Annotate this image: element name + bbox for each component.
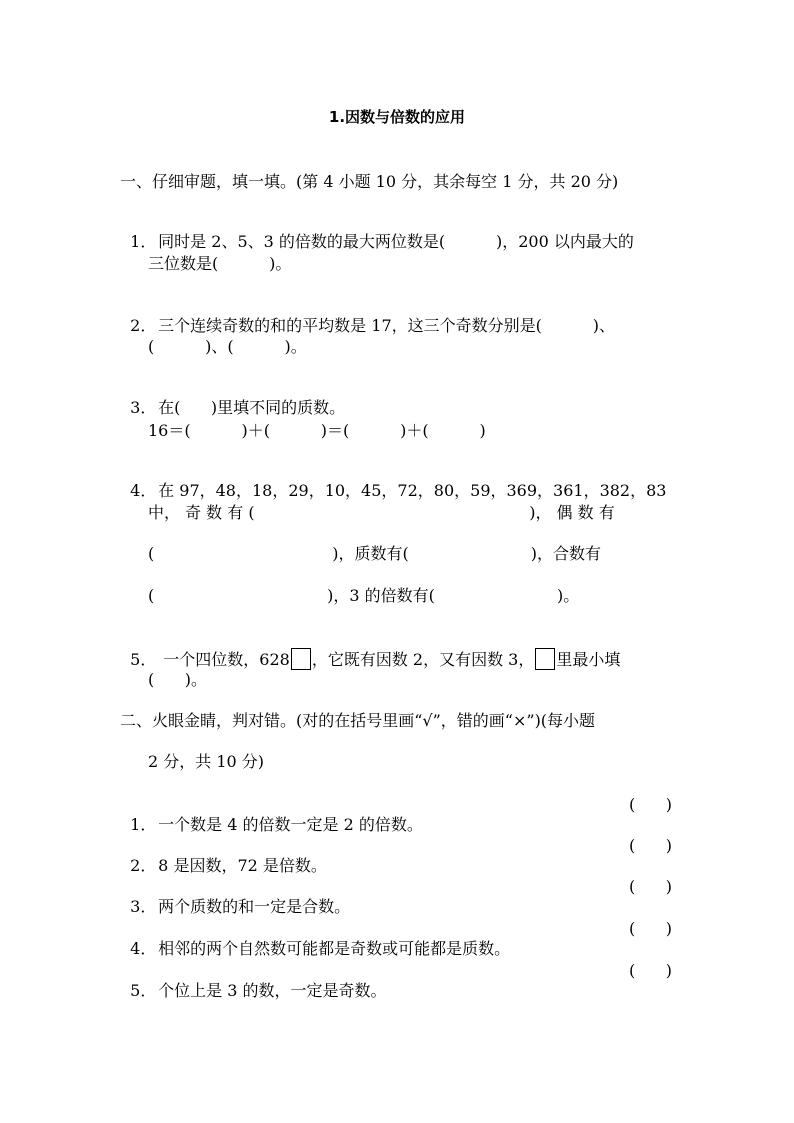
question-number: 3． [130, 897, 157, 916]
judge-item-4 [120, 919, 510, 959]
digit-box [535, 648, 555, 670]
answer-blank: ( ) [629, 877, 672, 896]
question-2-line1 [120, 296, 615, 336]
judge-item-3 [120, 877, 350, 917]
question-text: 相邻的两个自然数可能都是奇数或可能都是质数。 [158, 939, 511, 958]
section2-heading-line2: 2 分，共 10 分) [148, 752, 265, 771]
question-4-line1 [120, 461, 666, 501]
answer-blank: ( ) [629, 836, 672, 855]
question-text-part3: 里最小填 [556, 650, 621, 669]
question-3-line1 [120, 378, 345, 418]
answer-blank: ( ) [629, 961, 672, 980]
question-number: 5． [130, 650, 157, 669]
page-title: 1.因数与倍数的应用 [328, 108, 466, 126]
question-number: 2． [130, 316, 157, 335]
question-2-line2: ( )、( )。 [148, 337, 307, 356]
section2-heading-line1: 二、火眼金睛，判对错。(对的在括号里画“√”，错的画“×”)(每小题 [120, 711, 596, 730]
question-1-line1 [120, 212, 634, 252]
question-5-line1 [120, 628, 620, 670]
question-text-part2: ，它既有因数 2，又有因数 3， [311, 650, 535, 669]
digit-box [291, 648, 311, 670]
question-4-line2: 中， 奇 数 有 ( )， 偶 数 有 [148, 503, 615, 522]
question-number: 4． [130, 939, 157, 958]
judge-item-2 [120, 836, 327, 876]
question-5-line2: ( )。 [148, 670, 208, 689]
question-text-part1: 一个四位数，628 [158, 650, 290, 669]
question-4-line3: ( )，质数有( )，合数有 [148, 544, 602, 563]
question-3-line2: 16＝( )＋( )＝( )＋( ) [148, 421, 486, 440]
question-text: 在( )里填不同的质数。 [158, 398, 346, 417]
answer-blank: ( ) [629, 795, 672, 814]
question-text: 一个数是 4 的倍数一定是 2 的倍数。 [158, 815, 423, 834]
question-number: 5． [130, 981, 157, 1000]
question-text: 三个连续奇数的和的平均数是 17，这三个奇数分别是( )、 [158, 316, 615, 335]
question-text: 同时是 2、5、3 的倍数的最大两位数是( )，200 以内最大的 [158, 232, 634, 251]
question-number: 2． [130, 856, 157, 875]
question-4-line4: ( )，3 的倍数有( )。 [148, 586, 580, 605]
question-text: 个位上是 3 的数，一定是奇数。 [158, 981, 387, 1000]
question-text: 8 是因数，72 是倍数。 [158, 856, 327, 875]
question-number: 1． [130, 815, 157, 834]
judge-item-1 [120, 795, 423, 835]
question-1-line2: 三位数是( )。 [148, 254, 292, 273]
section1-heading: 一、仔细审题，填一填。(第 4 小题 10 分，其余每空 1 分，共 20 分) [120, 172, 619, 191]
question-number: 1． [130, 232, 157, 251]
answer-blank: ( ) [629, 919, 672, 938]
question-number: 4． [130, 481, 157, 500]
question-text: 两个质数的和一定是合数。 [158, 897, 351, 916]
question-text: 在 97，48，18，29，10，45，72，80，59，369，361，382，83 [158, 481, 667, 500]
question-number: 3． [130, 398, 157, 417]
judge-item-5 [120, 961, 387, 1001]
